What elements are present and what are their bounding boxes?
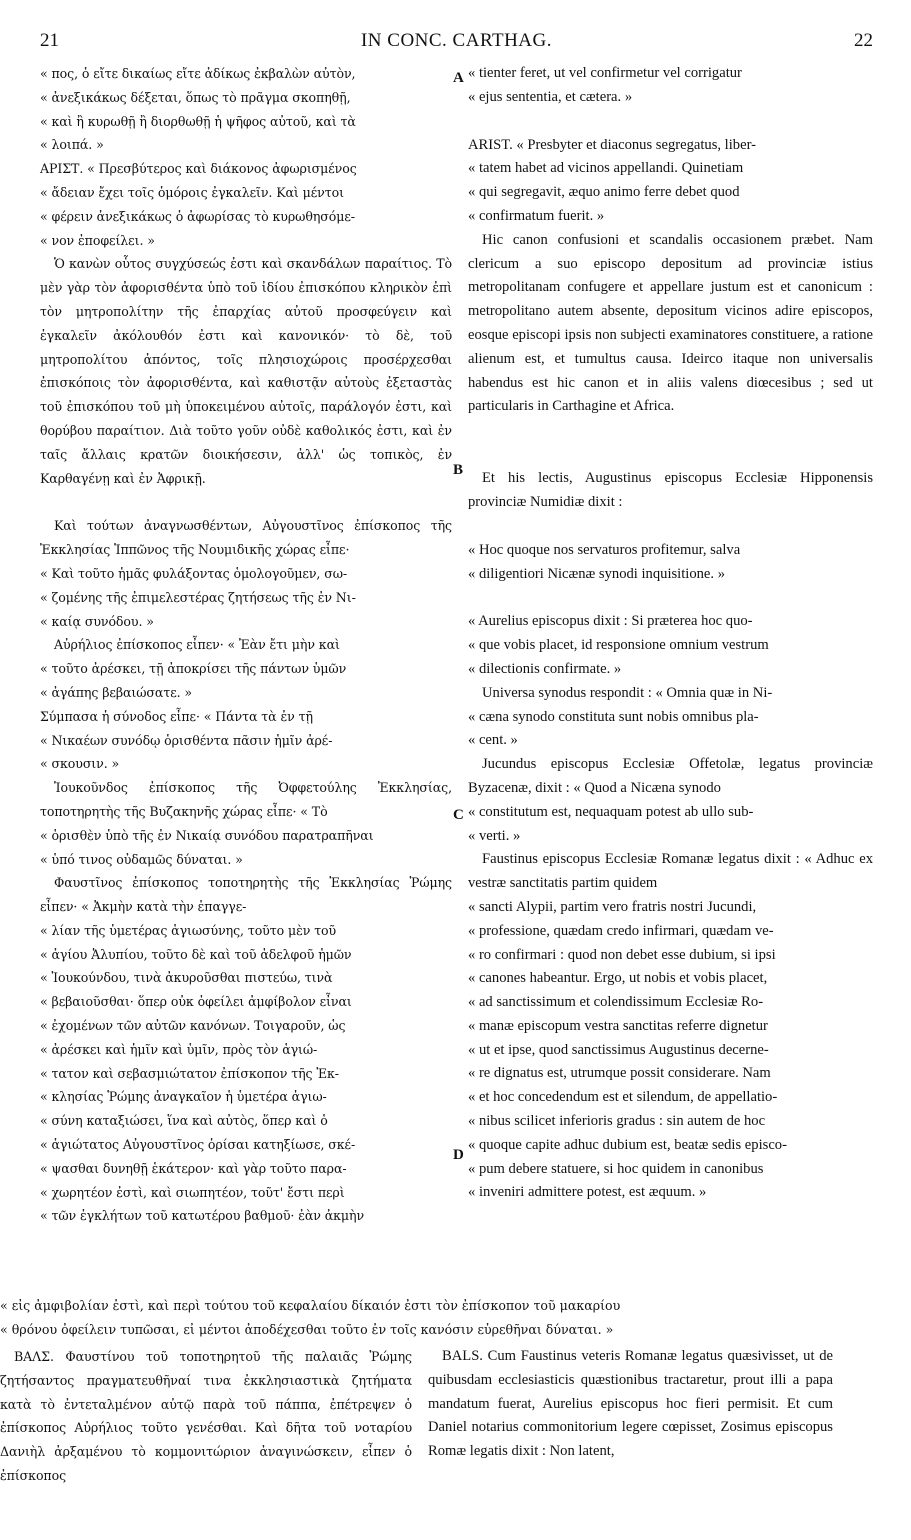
full-width-greek: « εἰς ἀμφιβολίαν ἐστὶ, καὶ περὶ τούτου τοῦ κεφαλαίου δίκαιόν ἐστι τὸν ἐπίσκοπον τοῦ μακαρίου « θρόνου ὀφείλειν τυπῶσαι, εἰ μέντοι ἀποδέχεσθαι τοῦτο ἐν τοῖς κανόσιν εὑρεθῆναι δύναται. » (0, 1298, 621, 1337)
latin-paragraph: « Aurelius episcopus dixit : Si præterea hoc quo- « que vobis placet, id responsione omnium vestrum « dilectionis confirmate. » (468, 613, 769, 677)
latin-paragraph: Et his lectis, Augustinus episcopus Ecclesiæ Hipponensis provinciæ Numidiæ dixit : (468, 470, 873, 510)
greek-paragraph: ΒΑΛΣ. Φαυστίνου τοῦ τοποτηρητοῦ τῆς παλαιᾶς Ῥώμης ζητήσαντος πραγματευθῆναί τινα ἐκκλησιαστικὰ ζητήματα κατὰ τὸ ἐντεταλμένον αὐτῷ παρὰ τοῦ πάππα, ἐπέτρεψεν ὁ ἐπίσκοπος Αὐρήλιος τοῦτο γενέσθαι. Καὶ δῆτα τοῦ νοταρίου Δανιὴλ ἀρξαμένου τὸ κομμονιτώριον ἀναγινώσκειν, εἶπεν ὁ ἐπίσκοπος (0, 1349, 412, 1483)
latin-paragraph: Faustinus episcopus Ecclesiæ Romanæ legatus dixit : « Adhuc ex vestræ sanctitatis partim quidem « sancti Alypii, partim vero fratris nostri Jucundi, « professione, quædam credo infirmari, quædam ve- « ro confirmari : quod non debet esse dubium, si ipsi « canones habeantur. Ergo, ut nobis et vobis placet, « ad sanctissimum et colendissimum Ecclesiæ Ro- « manæ episcopum vestra sanctitas referre dignetur « ut et ipse, quod sanctissimus Augustinus decerne- « re dignatus est, utrumque possit considerare. Nam « et hoc concedendum est et silendum, de appellatio- « nibus scilicet inferioris gradus : sin autem de hoc « quoque capite adhuc dubium est, beatæ sedis episco- « pum debere statuere, si hoc quidem in canonibus « inveniri admittere potest, est æquum. » (468, 851, 873, 1201)
margin-marker-b: B (453, 462, 464, 478)
page-header (40, 30, 873, 52)
greek-paragraph: Ὁ κανὼν οὗτος συγχύσεώς ἐστι καὶ σκανδάλων παραίτιος. Τὸ μὲν γὰρ τὸν ἀφορισθέντα ὑπὸ τοῦ ἰδίου ἐπισκόπου κληρικὸν ἐπὶ τὸν μητροπολίτην τῆς ἐπαρχίας αὐτοῦ προσφεύγειν καὶ ἐγκαλεῖν ἀκόλουθόν ἐστι καὶ κανονικόν· τὸ δὲ, τοῦ μητροπολίτου ἀπόντος, τοῖς πλησιοχώροις προσέρχεσθαι ἐπισκόποις τὸν ἀφορισθέντα, καὶ καθιστᾷν αὐτοὺς ἐξεταστὰς τοῦ ἐπισκόπου τοῦ μὴ ὑποκειμένου αὐτοῖς, παράλογόν ἐστι, καὶ θορύβου παραίτιον. Διὰ τοῦτο γοῦν οὐδὲ καθολικός ἐστι, καὶ ἐν ταῖς ἄλλαις κρατῶν διοικήσεσιν, ἀλλ' ὡς τοπικὸς, ἐν Καρθαγένῃ καὶ ἐν Ἀφρικῇ. (40, 256, 452, 486)
greek-paragraph: « πος, ὁ εἴτε δικαίως εἴτε ἀδίκως ἐκβαλὼν αὐτὸν, « ἀνεξικάκως δέξεται, ὅπως τὸ πρᾶγμα σκοπηθῇ, « καὶ ἢ κυρωθῇ ἢ διορθωθῇ ἡ ψῆφος αὐτοῦ, καὶ τὰ « λοιπά. » (40, 66, 356, 153)
greek-paragraph: Ἰουκοῦνδος ἐπίσκοπος τῆς Ὀφφετούλης Ἐκκλησίας, τοποτηρητὴς τῆς Βυζακηνῆς χώρας εἶπε· « Τὸ « ὁρισθὲν ὑπὸ τῆς ἐν Νικαίᾳ συνόδου παρατραπῆναι « ὑπό τινος οὐδαμῶς δύναται. » (40, 780, 452, 867)
margin-marker-d: D (453, 1147, 464, 1163)
greek-paragraph: « Καὶ τοῦτο ἡμᾶς φυλάξοντας ὁμολογοῦμεν, σω- « ζομένης τῆς ἐπιμελεστέρας ζητήσεως τῆς ἐν Νι- « καίᾳ συνόδου. » (40, 565, 356, 629)
greek-column-bottom (0, 1345, 412, 1488)
margin-marker-a: A (453, 70, 464, 86)
latin-paragraph: « tienter feret, ut vel confirmetur vel corrigatur « ejus sententia, et cætera. » (468, 65, 742, 105)
latin-paragraph: ARIST. « Presbyter et diaconus segregatus, liber- « tatem habet ad vicinos appellandi. Quinetiam « qui segregavit, æquo animo ferre debet quod « confirmatum fuerit. » (468, 136, 756, 224)
latin-paragraph: Jucundus episcopus Ecclesiæ Offetolæ, legatus provinciæ Byzacenæ, dixit : « Quod a Nicæna synodo « constitutum est, nequaquam potest ab ullo sub- « verti. » (468, 756, 873, 844)
latin-column (468, 62, 873, 1205)
latin-paragraph: Universa synodus respondit : « Omnia quæ in Ni- « cæna synodo constituta sunt nobis omnibus pla- « cent. » (468, 684, 773, 749)
page-number-right: 22 (853, 30, 873, 51)
margin-marker-c: C (453, 807, 464, 823)
greek-paragraph: Καὶ τούτων ἀναγνωσθέντων, Αὐγουστῖνος ἐπίσκοπος τῆς Ἐκκλησίας Ἱππῶνος τῆς Νουμιδικῆς χώρας εἶπε· (40, 518, 452, 558)
latin-paragraph: Hic canon confusioni et scandalis occasionem præbet. Nam clericum a suo episcopo depositum ad provinciæ istius metropolitanam confugere et appellare justum est et canonicum : metropolitano autem absente, depositum vicinos adire episcopos, eosque episcopi ipsis non subjecti examinatores constituere, a ratione alienum est, et tumultus causa. Ideirco itaque non universalis habendus est hic canon et in aliis valens diœcesibus ; sed ut particularis in Carthagine et Africa. (468, 231, 873, 415)
latin-column-bottom (428, 1345, 833, 1464)
greek-paragraph: Σύμπασα ἡ σύνοδος εἶπε· « Πάντα τὰ ἐν τῇ « Νικαέων συνόδῳ ὁρισθέντα πᾶσιν ἡμῖν ἀρέ- « σκουσιν. » (40, 708, 333, 772)
page-number-left: 21 (40, 30, 59, 51)
greek-paragraph: ΑΡΙΣΤ. « Πρεσβύτερος καὶ διάκονος ἀφωρισμένος « ἄδειαν ἔχει τοῖς ὁμόροις ἐγκαλεῖν. Καὶ μέντοι « φέρειν ἀνεξικάκως ὁ ἀφωρίσας τὸ κυρωθησόμε- « νον ἐποφείλει. » (40, 161, 357, 248)
greek-column (40, 62, 452, 1228)
running-title: IN CONC. CARTHAG. (360, 30, 553, 51)
latin-paragraph: « Hoc quoque nos servaturos profitemur, salva « diligentiori Nicænæ synodi inquisitione. » (468, 541, 741, 582)
greek-paragraph: Αὐρήλιος ἐπίσκοπος εἶπεν· « Ἐὰν ἔτι μὴν καὶ « τοῦτο ἀρέσκει, τῇ ἀποκρίσει τῆς πάντων ὑμῶν « ἀγάπης βεβαιώσατε. » (40, 637, 347, 700)
latin-paragraph: BALS. Cum Faustinus veteris Romanæ legatus quæsivisset, ut de quibusdam ecclesiasticis quæstionibus tractaretur, prout illi a papa mandatum fuerat, Aurelius episcopus hoc fieri permisit. Et cum Daniel notarius commonitorium legere cœpisset, Zosimus episcopus Romæ legatis dixit : Non latent, (428, 1348, 833, 1460)
greek-paragraph: Φαυστῖνος ἐπίσκοπος τοποτηρητὴς τῆς Ἐκκλησίας Ῥώμης εἶπεν· « Ἀκμὴν κατὰ τὴν ἐπαγγε- « λίαν τῆς ὑμετέρας ἁγιωσύνης, τοῦτο μὲν τοῦ « ἁγίου Ἀλυπίου, τοῦτο δὲ καὶ τοῦ ἀδελφοῦ ἡμῶν « Ἰουκούνδου, τινὰ ἀκυροῦσθαι πιστεύω, τινὰ « βεβαιοῦσθαι· ὅπερ οὐκ ὀφείλει ἀμφίβολον εἶναι « ἐχομένων τῶν αὐτῶν κανόνων. Τοιγαροῦν, ὡς « ἀρέσκει καὶ ἡμῖν καὶ ὑμῖν, πρὸς τὸν ἁγιώ- « τατον καὶ σεβασμιώτατον ἐπίσκοπον τῆς Ἐκ- « κλησίας Ῥώμης ἀναγκαῖον ἡ ὑμετέρα ἁγιω- « σύνη καταξιώσει, ἵνα καὶ αὐτὸς, ὅπερ καὶ ὁ « ἁγιώτατος Αὐγουστῖνος ὁρίσαι κατηξίωσε, σκέ- « ψασθαι δυνηθῇ ἑκάτερον· καὶ γὰρ τοῦτο παρα- « χωρητέον ἐστὶ, καὶ σιωπητέον, τοῦτ' ἔστι περὶ « τῶν ἐγκλήτων τοῦ κατωτέρου βαθμοῦ· ἐὰν ἀκμὴν (40, 875, 452, 1224)
